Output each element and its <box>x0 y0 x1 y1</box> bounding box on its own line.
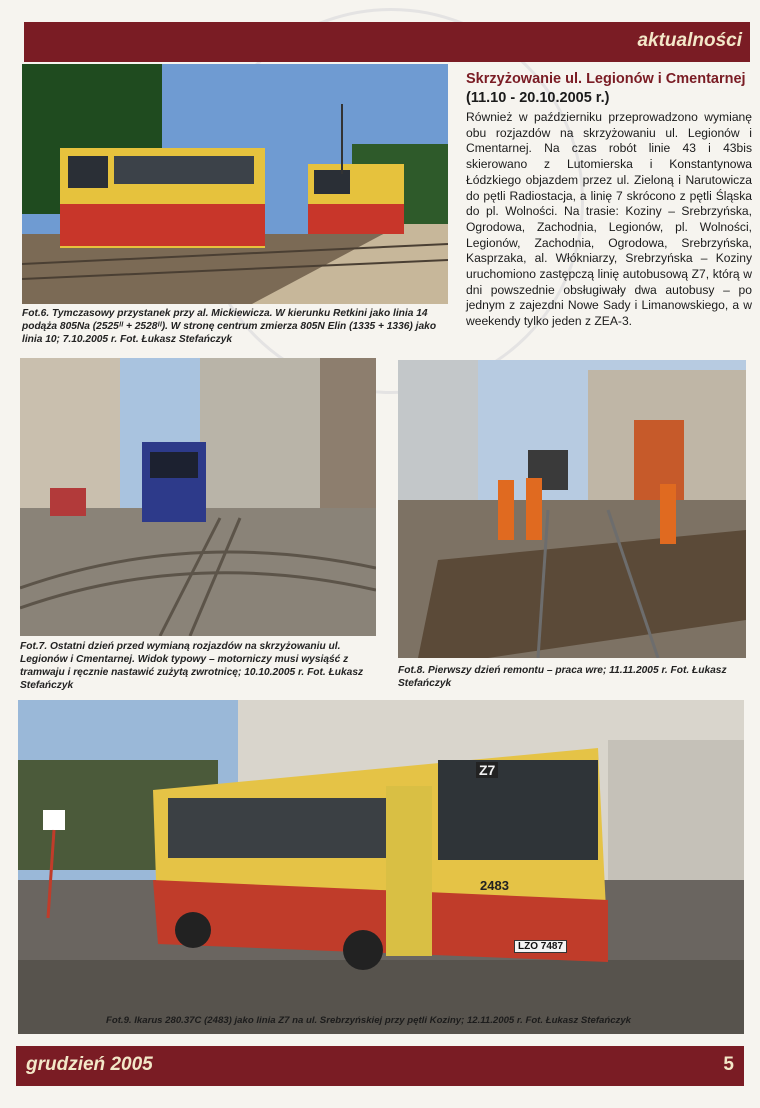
article-body: Również w październiku przeprowadzono wymianę obu rozjazdów na skrzyżowaniu ul. Legionów i Cmentarnej. Na czas robót linie 43 i 43bis skierowano z Lutomierska i Konstantynowa Łódzkiego objazdem przez ul. Zieloną i Narutowicza do pętli Radiostacja, a linię 7 skrócono z pętli Śląska do pl. Wolności. Na trasie: Koziny – Srebrzyńska, Ogrodowa, Zachodnia, Legionów, pl. Wolności, Legionów, Zachodnia, Ogrodowa, Srebrzyńska, Kasprzaka, al. Włókniarzy, Srebrzyńska – Koziny uruchomiono zastępczą linię autobusową Z7, którą w dni powszednie obsługiwały dwa autobusy – po jednym z zajezdni Nowe Sady i Limanowskiego, a w weekendy tylko jeden z ZEA-3. <box>466 110 752 329</box>
issue-date: grudzień 2005 <box>26 1054 153 1075</box>
section-label: aktualności <box>637 30 742 51</box>
photo-fot9-bus <box>18 700 744 1034</box>
caption-fot9: Fot.9. Ikarus 280.37C (2483) jako linia Z7 na ul. Srebrzyńskiej przy pętli Koziny; 12.11.2005 r. Fot. Łukasz Stefańczyk <box>106 1015 632 1026</box>
photo-fot8-roadworks <box>398 360 746 658</box>
caption-fot6: Fot.6. Tymczasowy przystanek przy al. Mickiewicza. W kierunku Retkini jako linia 14 podąża 805Na (2525ᴵᴵ + 2528ᴵᴵ). W stronę centrum zmierza 805N Elin (1335 + 1336) jako linia 10; 7.10.2005 r. Fot. Łukasz Stefańczyk <box>22 308 437 345</box>
article-subtitle: (11.10 - 20.10.2005 r.) <box>466 90 610 106</box>
caption-fot8: Fot.8. Pierwszy dzień remontu – praca wre; 11.11.2005 r. Fot. Łukasz Stefańczyk <box>398 665 727 689</box>
footer-bar <box>16 1046 744 1086</box>
page-number: 5 <box>723 1054 734 1075</box>
photo-fot7-street-tram <box>20 358 376 636</box>
article <box>466 70 752 330</box>
bus-license-plate: LZO 7487 <box>514 940 567 953</box>
bus-route-sign: Z7 <box>476 762 498 778</box>
bus-fleet-number: 2483 <box>480 878 509 893</box>
article-title: Skrzyżowanie ul. Legionów i Cmentarnej <box>466 71 746 87</box>
header-bar <box>24 22 750 62</box>
photo-fot6-trams <box>22 64 448 304</box>
caption-fot7: Fot.7. Ostatni dzień przed wymianą rozjazdów na skrzyżowaniu ul. Legionów i Cmentarnej. Widok typowy – motorniczy musi wysiąść z tramwaju i ręcznie nastawić zużytą zwrotnicę; 10.10.2005 r. Fot. Łukasz Stefańczyk <box>20 641 364 691</box>
